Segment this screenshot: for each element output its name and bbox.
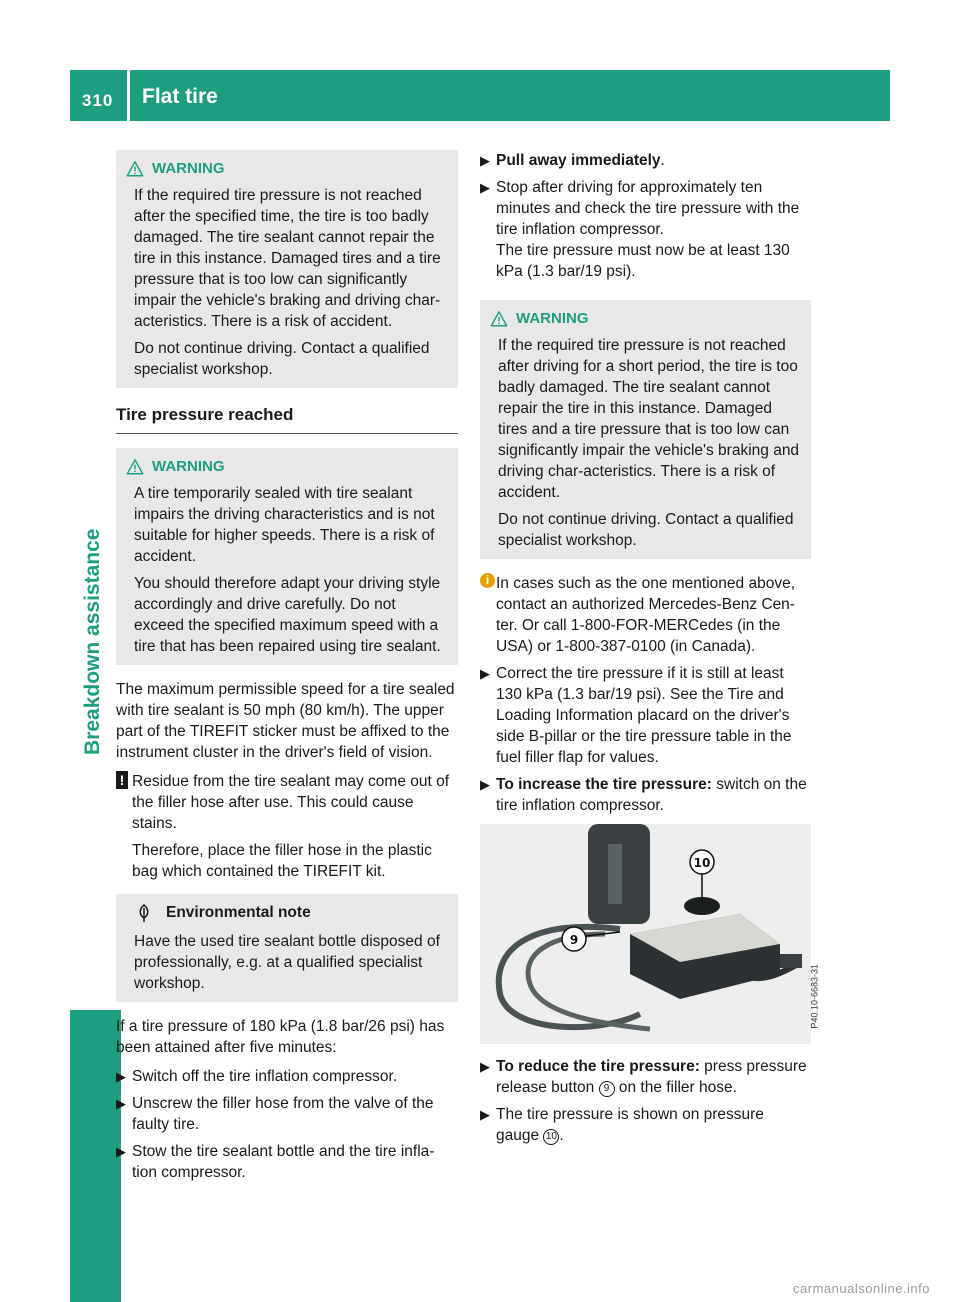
step-text: Stow the tire sealant bottle and the tire infla-tion compressor. xyxy=(132,1143,435,1181)
warning-title: WARNING xyxy=(152,458,225,475)
warning-text: If the required tire pressure is not reached after the specified time, the tire is too badly damaged. The tire sealant cannot repair the tire in this instance. Damaged tires and a tire pressure that is too low can significantly impair the vehicle's braking and driving char-acteristics. There is a risk of accident. xyxy=(134,187,441,330)
warning-text: If the required tire pressure is not reached after driving for a short period, the tire is too badly damaged. The tire sealant cannot repair the tire in this instance. Damaged tires and a tire pressure that is too low can significantly impair the vehicle's braking and driving char-acteristics. There is a risk of accident. xyxy=(498,337,800,501)
side-tab xyxy=(70,1010,121,1302)
step-text: Unscrew the filler hose from the valve of the faulty tire. xyxy=(132,1095,434,1133)
info-note xyxy=(480,573,811,657)
tirefit-kit-figure xyxy=(480,824,820,1044)
step-arrow-icon: ▶ xyxy=(480,666,490,681)
caution-text: Therefore, place the filler hose in the plastic bag which contained the TIREFIT kit. xyxy=(132,842,432,880)
step-arrow-icon: ▶ xyxy=(480,1107,490,1122)
step-item xyxy=(480,774,811,816)
environment-note-heading xyxy=(134,902,448,923)
step-text: Correct the tire pressure if it is still at least 130 kPa (1.3 bar/19 psi). See the Tire and Loading Information placard on the driver's side B-pillar or the tire pressure table in the fuel filler flap for values. xyxy=(496,665,792,766)
side-section-label-text: Breakdown assistance xyxy=(81,528,104,755)
caution-note xyxy=(116,771,458,882)
callout-10-label: 10 xyxy=(693,856,711,870)
info-text: In cases such as the one mentioned above, contact an authorized Mercedes-Benz Cen-ter. Or call 1-800-FOR-MERCedes (in the USA) or 1-800-387-0100 (in Canada). xyxy=(496,575,796,655)
warning-title: WARNING xyxy=(152,160,225,177)
step-text: . xyxy=(660,152,665,169)
info-icon: i xyxy=(480,573,495,588)
step-bold-text: To reduce the tire pressure: xyxy=(496,1058,700,1075)
step-arrow-icon: ▶ xyxy=(116,1096,126,1111)
figure-code: P40.10-6683-31 xyxy=(810,964,820,1029)
environment-note-title: Environmental note xyxy=(166,904,311,921)
step-item xyxy=(116,1066,458,1087)
step-arrow-icon: ▶ xyxy=(480,1059,490,1074)
header-divider xyxy=(127,70,130,121)
callout-number-9: 9 xyxy=(599,1081,615,1097)
warning-icon xyxy=(126,160,144,178)
caution-icon: ! xyxy=(116,771,128,789)
step-text: . xyxy=(559,1127,564,1144)
warning-heading xyxy=(126,456,448,477)
page-number: 310 xyxy=(82,91,114,110)
watermark: carmanualsonline.info xyxy=(793,1281,930,1296)
step-item xyxy=(480,150,811,171)
step-text: on the filler hose. xyxy=(614,1079,737,1096)
step-text: switch on the tire inflation compressor. xyxy=(496,776,807,814)
step-arrow-icon: ▶ xyxy=(116,1144,126,1159)
step-item xyxy=(116,1093,458,1135)
warning-text: You should therefore adapt your driving style accordingly and drive carefully. Do not exceed the specified maximum speed with a tire that has been repaired using tire sealant. xyxy=(134,575,441,655)
warning-icon xyxy=(126,458,144,476)
left-column xyxy=(116,150,458,1189)
tirefit-kit-illustration xyxy=(480,824,811,1044)
step-text: Switch off the tire inflation compressor. xyxy=(132,1068,398,1085)
step-arrow-icon: ▶ xyxy=(480,777,490,792)
step-arrow-icon: ▶ xyxy=(480,180,490,195)
callout-number-10: 10 xyxy=(543,1129,559,1145)
section-title: Tire pressure reached xyxy=(116,404,458,434)
step-text: press pressure release button xyxy=(496,1058,807,1096)
step-text: The tire pressure is shown on pressure gauge xyxy=(496,1106,764,1144)
warning-heading xyxy=(490,308,801,329)
step-item xyxy=(480,663,811,768)
body-paragraph: If a tire pressure of 180 kPa (1.8 bar/26 psi) has been attained after five minutes: xyxy=(116,1018,445,1056)
caution-text: Residue from the tire sealant may come out of the filler hose after use. This could cause stains. xyxy=(132,773,450,832)
warning-icon xyxy=(490,310,508,328)
step-bold-text: Pull away immediately xyxy=(496,152,661,169)
warning-box-1 xyxy=(116,150,458,388)
environment-note-box xyxy=(116,894,458,1002)
environment-leaf-icon xyxy=(134,903,154,923)
warning-box-3 xyxy=(480,300,811,559)
step-subtext: The tire pressure must now be at least 130 kPa (1.3 bar/19 psi). xyxy=(496,242,790,280)
step-item xyxy=(480,1056,811,1098)
warning-heading xyxy=(126,158,448,179)
step-item xyxy=(116,1141,458,1183)
callout-9-label: 9 xyxy=(569,933,579,947)
warning-text: Do not continue driving. Contact a qualified specialist workshop. xyxy=(498,511,794,549)
environment-note-text: Have the used tire sealant bottle disposed of professionally, e.g. at a qualified specialist workshop. xyxy=(134,933,440,992)
right-column xyxy=(480,150,820,1152)
step-arrow-icon: ▶ xyxy=(116,1069,126,1084)
step-item xyxy=(480,177,811,282)
step-arrow-icon: ▶ xyxy=(480,153,490,168)
body-paragraph: The maximum permissible speed for a tire sealed with tire sealant is 50 mph (80 km/h). The upper part of the TIREFIT sticker must be affixed to the instrument cluster in the driver's field of vision. xyxy=(116,681,455,761)
page-title: Flat tire xyxy=(142,85,218,108)
warning-text: Do not continue driving. Contact a qualified specialist workshop. xyxy=(134,340,430,378)
warning-title: WARNING xyxy=(516,310,589,327)
warning-box-2 xyxy=(116,448,458,665)
step-text: Stop after driving for approximately ten minutes and check the tire pressure with the tire inflation compressor. xyxy=(496,179,800,238)
step-item xyxy=(480,1104,811,1146)
step-bold-text: To increase the tire pressure: xyxy=(496,776,712,793)
warning-text: A tire temporarily sealed with tire sealant impairs the driving characteristics and is not suitable for higher speeds. There is a risk of accident. xyxy=(134,485,435,565)
